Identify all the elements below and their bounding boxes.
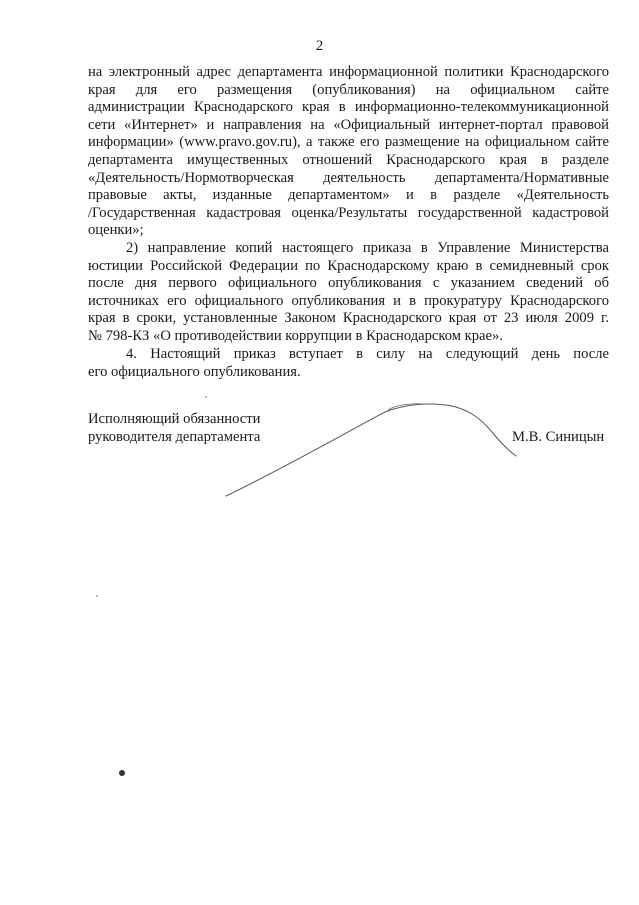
text-line: сети «Интернет» и направления на «Официальный интернет-портал правовой <box>88 116 609 133</box>
position-line: руководителя департамента <box>88 428 261 445</box>
position-line: Исполняющий обязанности <box>88 411 261 427</box>
text-line: юстиции Российской Федерации по Краснодарскому краю в семидневный срок <box>88 257 609 274</box>
text-line: № 798-КЗ «О противодействии коррупции в Краснодарском крае». <box>88 327 503 344</box>
text-line: источниках его официального опубликования и в прокуратуру Краснодарского <box>88 292 609 309</box>
paragraph-distribution <box>88 64 609 240</box>
text-line: департамента имущественных отношений Краснодарского края в разделе <box>88 151 609 168</box>
text-line: «Деятельность/Нормотворческая деятельность департамента/Нормативные <box>88 169 609 186</box>
text-line: на электронный адрес департамента информационной политики Краснодарского <box>88 64 609 80</box>
text-line: /Государственная кадастровая оценка/Результаты государственной кадастровой <box>88 204 609 221</box>
paragraph-effective-date <box>88 346 609 381</box>
scan-mark-dot <box>119 770 125 776</box>
text-line: оценки»; <box>88 222 144 239</box>
paragraph-copies <box>88 240 609 346</box>
scan-speck <box>96 595 98 597</box>
handwritten-signature <box>220 398 520 503</box>
page-number: 2 <box>315 38 324 54</box>
text-line: его официального опубликования. <box>88 363 301 380</box>
text-line: 2) направление копий настоящего приказа в Управление Министерства <box>126 240 609 256</box>
text-line: правовые акты, изданные департаментом» и в разделе «Деятельность <box>88 187 609 204</box>
text-line: 4. Настоящий приказ вступает в силу на следующий день после <box>126 346 609 362</box>
text-line: после дня первого официального опубликования с указанием сведений об <box>88 275 609 292</box>
text-line: администрации Краснодарского края в информационно-телекоммуникационной <box>88 99 609 116</box>
scan-speck <box>205 396 207 398</box>
text-line: края в сроки, установленные Законом Краснодарского края от 23 июля 2009 г. <box>88 310 609 327</box>
text-line: информации» (www.pravo.gov.ru), а также его размещение на официальном сайте <box>88 134 609 151</box>
text-line: края для его размещения (опубликования) на официальном сайте <box>88 81 609 98</box>
signatory-name: М.В. Синицын <box>512 429 605 445</box>
